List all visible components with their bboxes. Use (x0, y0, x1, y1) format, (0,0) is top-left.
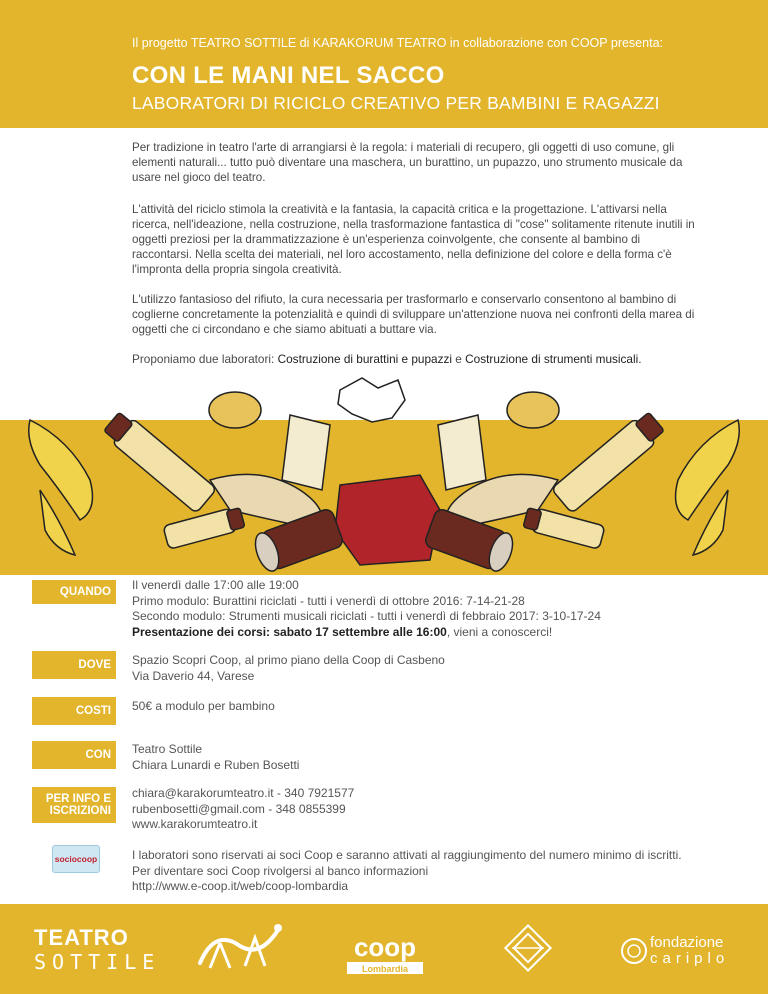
intro-paragraph-3: L'utilizzo fantasioso del rifiuto, la cura necessaria per trasformarlo e conservarlo consentono al bambino di coglierne concretamente la potenzialità e quindi di sviluppare un'attenzione nuova nei confronti della marea di oggetti che ci circondano e che siamo abituati a buttare via. (132, 293, 695, 336)
label-info (32, 787, 116, 823)
recycled-objects-illustration (0, 370, 768, 585)
label-con: CON (32, 741, 116, 769)
carton-right-icon (438, 415, 486, 490)
banana-right-icon (676, 420, 740, 520)
con-line-2: Chiara Lunardi e Ruben Bosetti (132, 757, 300, 772)
logo-teatro-text: TEATRO (34, 925, 129, 950)
page-title: CON LE MANI NEL SACCO (132, 62, 445, 89)
presentation-date: Presentazione dei corsi: sabato 17 settembre alle 16:00 (132, 624, 447, 639)
costi-line-1: 50€ a modulo per bambino (132, 699, 275, 713)
crumpled-paper-icon (338, 378, 405, 422)
spray-can-left-icon (101, 409, 217, 513)
pretitle: Il progetto TEATRO SOTTILE di KARAKORUM TEATRO in collaborazione con COOP presenta: (132, 36, 663, 50)
logo-sottile-text: SOTTILE (34, 950, 161, 974)
note-link[interactable]: http://www.e-coop.it/web/coop-lombardia (132, 879, 349, 893)
fondazione-text: fondazione (650, 934, 724, 951)
red-box-icon (335, 475, 440, 565)
cariplo-text: cariplo (650, 950, 730, 967)
label-info-line-1: PER INFO E (45, 793, 111, 805)
karakorum-logo (190, 918, 290, 978)
quando-line-4 (132, 625, 732, 641)
intro-paragraph-4 (132, 352, 700, 367)
quando-line-1: Il venerdì dalle 17:00 alle 19:00 (132, 578, 299, 592)
lab-puppets: Costruzione di burattini e pupazzi (277, 352, 453, 366)
con-details (132, 742, 732, 773)
tube-left-icon (163, 506, 246, 550)
quando-line-2: Primo modulo: Burattini riciclati - tutti i venerdì di ottobre 2016: 7-14-21-28 (132, 593, 525, 608)
coop-logo (345, 928, 425, 976)
note-line-2: Per diventare soci Coop rivolgersi al banco informazioni (132, 863, 429, 878)
dove-line-2: Via Daverio 44, Varese (132, 668, 255, 683)
intro-paragraph-1: Per tradizione in teatro l'arte di arrangiarsi è la regola: i materiali di recupero, gli oggetti di uso comune, gli elementi naturali... tutto può diventare una maschera, un burattino, un pupazzo, uno strumento musicale da usare nel gioco del teatro. (132, 141, 683, 184)
membership-note (132, 848, 732, 895)
info-website[interactable]: www.karakorumteatro.it (132, 817, 258, 831)
info-email-2[interactable]: rubenbosetti@gmail.com - 348 0855399 (132, 801, 346, 816)
tube-right-icon (523, 506, 606, 550)
label-info-line-2: ISCRIZIONI (49, 805, 111, 817)
labs-lead: Proponiamo due laboratori: (132, 352, 278, 366)
label-dove: DOVE (32, 651, 116, 679)
coop-wordmark: coop (353, 932, 417, 962)
diamond-logo (500, 920, 556, 976)
lab-instruments: Costruzione di strumenti musicali. (465, 352, 642, 366)
quando-details (132, 578, 732, 640)
coop-region: Lombardia (361, 964, 409, 974)
label-quando: QUANDO (32, 580, 116, 604)
info-details (132, 786, 732, 833)
dove-details (132, 653, 732, 684)
banana-left-icon (29, 420, 93, 520)
tin-left-icon (209, 392, 261, 428)
page-subtitle: LABORATORI DI RICICLO CREATIVO PER BAMBINI E RAGAZZI (132, 93, 660, 113)
carton-left-icon (282, 415, 330, 490)
note-line-1: I laboratori sono riservati ai soci Coop e saranno attivati al raggiungimento del numero minimo di iscritti. (132, 848, 682, 862)
labs-and: e (452, 352, 466, 366)
sociocoop-badge: sociocoop (52, 845, 100, 873)
dove-line-1: Spazio Scopri Coop, al primo piano della Coop di Casbeno (132, 653, 445, 667)
presentation-invite: , vieni a conoscerci! (446, 624, 553, 639)
con-line-1: Teatro Sottile (132, 742, 203, 756)
intro-paragraph-2: L'attività del riciclo stimola la creatività e la fantasia, la capacità critica e la progettazione. L'attivarsi nella ricerca, nell'ideazione, nella costruzione, nella trasformazione fantastica di "cose" solitamente ritenute inutili in oggetti preziosi per la drammatizzazione è un'esperienza coinvolgente, che consente al bambino di raccontarsi. Nella scelta dei materiali, nel loro accostamento, nella definizione del colore e della forma c'è l'impronta della propria singola creatività. (132, 203, 695, 276)
info-email-1[interactable]: chiara@karakorumteatro.it - 340 7921577 (132, 786, 355, 800)
tin-right-icon (507, 392, 559, 428)
quando-line-3: Secondo modulo: Strumenti musicali riciclati - tutti i venerdì di febbraio 2017: 3-10-17-24 (132, 609, 601, 623)
label-costi: COSTI (32, 697, 116, 725)
spray-can-right-icon (551, 409, 667, 513)
costi-details (132, 699, 732, 715)
